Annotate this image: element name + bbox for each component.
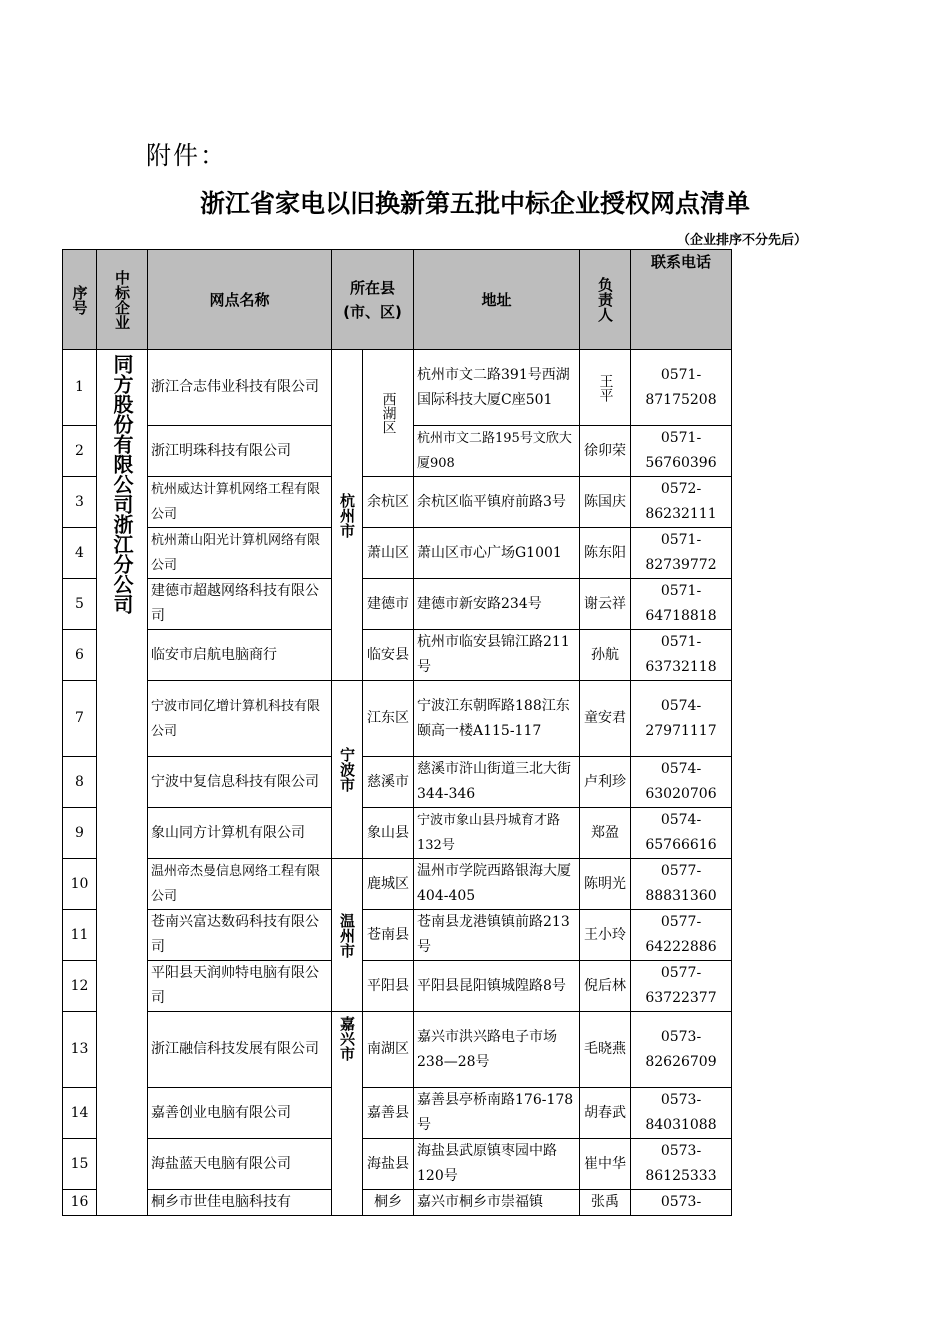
attachment-label: 附件： bbox=[146, 141, 228, 170]
outlet-name-cell: 平阳县天润帅特电脑有限公司 bbox=[148, 961, 332, 1012]
outlet-name-cell: 宁波中复信息科技有限公司 bbox=[148, 757, 332, 808]
address-cell: 嘉善县亭桥南路176-178号 bbox=[414, 1088, 580, 1139]
address-cell: 苍南县龙港镇镇前路213号 bbox=[414, 910, 580, 961]
person-cell: 倪后林 bbox=[580, 961, 631, 1012]
district-cell: 西湖区 bbox=[363, 350, 414, 477]
seq-cell: 10 bbox=[63, 859, 97, 910]
table-row bbox=[63, 961, 732, 1012]
col-header-company: 中标企业 bbox=[97, 250, 148, 350]
person-cell: 崔中华 bbox=[580, 1139, 631, 1190]
seq-cell: 7 bbox=[63, 681, 97, 757]
table-row bbox=[63, 1088, 732, 1139]
seq-cell: 14 bbox=[63, 1088, 97, 1139]
district-cell: 象山县 bbox=[363, 808, 414, 859]
city-cell-jiaxing: 嘉兴市 bbox=[332, 1012, 363, 1216]
person-cell: 毛晓燕 bbox=[580, 1012, 631, 1088]
address-cell: 嘉兴市洪兴路电子市场238—28号 bbox=[414, 1012, 580, 1088]
address-cell: 平阳县昆阳镇城隍路8号 bbox=[414, 961, 580, 1012]
phone-cell: 0573-84031088 bbox=[631, 1088, 732, 1139]
phone-cell: 0571-63732118 bbox=[631, 630, 732, 681]
table-row bbox=[63, 579, 732, 630]
address-cell: 温州市学院西路银海大厦404-405 bbox=[414, 859, 580, 910]
person-cell: 孙航 bbox=[580, 630, 631, 681]
person-cell: 徐卯荣 bbox=[580, 426, 631, 477]
phone-cell: 0573-82626709 bbox=[631, 1012, 732, 1088]
phone-cell: 0574-65766616 bbox=[631, 808, 732, 859]
outlet-name-cell: 浙江明珠科技有限公司 bbox=[148, 426, 332, 477]
person-cell: 王平 bbox=[580, 350, 631, 426]
phone-cell: 0571-87175208 bbox=[631, 350, 732, 426]
person-cell: 王小玲 bbox=[580, 910, 631, 961]
address-cell: 建德市新安路234号 bbox=[414, 579, 580, 630]
phone-cell: 0573- bbox=[631, 1190, 732, 1216]
outlet-name-cell: 温州帝杰曼信息网络工程有限公司 bbox=[148, 859, 332, 910]
person-cell: 郑盈 bbox=[580, 808, 631, 859]
company-cell: 同方股份有限公司浙江分公司 bbox=[97, 350, 148, 1216]
seq-cell: 13 bbox=[63, 1012, 97, 1088]
seq-cell: 15 bbox=[63, 1139, 97, 1190]
person-cell: 张禹 bbox=[580, 1190, 631, 1216]
person-cell: 胡春武 bbox=[580, 1088, 631, 1139]
outlet-name-cell: 宁波市同亿增计算机科技有限公司 bbox=[148, 681, 332, 757]
phone-cell: 0574-63020706 bbox=[631, 757, 732, 808]
seq-cell: 3 bbox=[63, 477, 97, 528]
seq-cell: 1 bbox=[63, 350, 97, 426]
district-cell: 建德市 bbox=[363, 579, 414, 630]
table-row bbox=[63, 681, 732, 757]
address-cell: 余杭区临平镇府前路3号 bbox=[414, 477, 580, 528]
col-header-name: 网点名称 bbox=[148, 250, 332, 350]
address-cell: 杭州市文二路391号西湖国际科技大厦C座501 bbox=[414, 350, 580, 426]
city-cell-wenzhou: 温州市 bbox=[332, 859, 363, 1012]
table-row bbox=[63, 859, 732, 910]
address-cell: 宁波江东朝晖路188江东颐高一楼A115-117 bbox=[414, 681, 580, 757]
person-cell: 童安君 bbox=[580, 681, 631, 757]
address-cell: 萧山区市心广场G1001 bbox=[414, 528, 580, 579]
seq-cell: 5 bbox=[63, 579, 97, 630]
phone-cell: 0571-82739772 bbox=[631, 528, 732, 579]
col-header-phone: 联系电话 bbox=[631, 250, 732, 350]
phone-cell: 0577-88831360 bbox=[631, 859, 732, 910]
seq-cell: 12 bbox=[63, 961, 97, 1012]
address-cell: 慈溪市浒山街道三北大街344-346 bbox=[414, 757, 580, 808]
outlet-name-cell: 杭州威达计算机网络工程有限公司 bbox=[148, 477, 332, 528]
table-row bbox=[63, 350, 732, 426]
phone-cell: 0574-27971117 bbox=[631, 681, 732, 757]
ordering-note: （企业排序不分先后） bbox=[676, 233, 807, 248]
outlet-name-cell: 临安市启航电脑商行 bbox=[148, 630, 332, 681]
outlet-name-cell: 浙江融信科技发展有限公司 bbox=[148, 1012, 332, 1088]
seq-cell: 9 bbox=[63, 808, 97, 859]
district-cell: 海盐县 bbox=[363, 1139, 414, 1190]
table-row bbox=[63, 1139, 732, 1190]
outlet-table bbox=[62, 249, 732, 1216]
col-header-address: 地址 bbox=[414, 250, 580, 350]
phone-cell: 0577-63722377 bbox=[631, 961, 732, 1012]
table-row bbox=[63, 528, 732, 579]
seq-cell: 11 bbox=[63, 910, 97, 961]
person-cell: 谢云祥 bbox=[580, 579, 631, 630]
table-row bbox=[63, 1190, 732, 1216]
seq-cell: 6 bbox=[63, 630, 97, 681]
document-title: 浙江省家电以旧换新第五批中标企业授权网点清单 bbox=[199, 189, 750, 218]
col-header-district: 所在县(市、区) bbox=[332, 250, 414, 350]
city-cell-hangzhou: 杭州市 bbox=[332, 350, 363, 681]
outlet-name-cell: 建德市超越网络科技有限公司 bbox=[148, 579, 332, 630]
outlet-name-cell: 海盐蓝天电脑有限公司 bbox=[148, 1139, 332, 1190]
address-cell: 海盐县武原镇枣园中路120号 bbox=[414, 1139, 580, 1190]
table-row bbox=[63, 477, 732, 528]
phone-cell: 0571-64718818 bbox=[631, 579, 732, 630]
col-header-seq: 序号 bbox=[63, 250, 97, 350]
district-cell: 南湖区 bbox=[363, 1012, 414, 1088]
person-cell: 卢利珍 bbox=[580, 757, 631, 808]
seq-cell: 16 bbox=[63, 1190, 97, 1216]
phone-cell: 0571-56760396 bbox=[631, 426, 732, 477]
outlet-name-cell: 象山同方计算机有限公司 bbox=[148, 808, 332, 859]
outlet-name-cell: 杭州萧山阳光计算机网络有限公司 bbox=[148, 528, 332, 579]
address-cell: 嘉兴市桐乡市崇福镇 bbox=[414, 1190, 580, 1216]
seq-cell: 4 bbox=[63, 528, 97, 579]
district-cell: 临安县 bbox=[363, 630, 414, 681]
district-cell: 余杭区 bbox=[363, 477, 414, 528]
table-row bbox=[63, 808, 732, 859]
seq-cell: 2 bbox=[63, 426, 97, 477]
phone-cell: 0573-86125333 bbox=[631, 1139, 732, 1190]
district-cell: 鹿城区 bbox=[363, 859, 414, 910]
person-cell: 陈东阳 bbox=[580, 528, 631, 579]
district-cell: 桐乡 bbox=[363, 1190, 414, 1216]
seq-cell: 8 bbox=[63, 757, 97, 808]
district-cell: 苍南县 bbox=[363, 910, 414, 961]
address-cell: 杭州市文二路195号文欣大厦908 bbox=[414, 426, 580, 477]
city-cell-ningbo: 宁波市 bbox=[332, 681, 363, 859]
phone-cell: 0577-64222886 bbox=[631, 910, 732, 961]
table-header-row bbox=[63, 250, 732, 350]
outlet-name-cell: 浙江合志伟业科技有限公司 bbox=[148, 350, 332, 426]
outlet-name-cell: 嘉善创业电脑有限公司 bbox=[148, 1088, 332, 1139]
outlet-name-cell: 苍南兴富达数码科技有限公司 bbox=[148, 910, 332, 961]
table-row bbox=[63, 1012, 732, 1088]
outlet-name-cell: 桐乡市世佳电脑科技有 bbox=[148, 1190, 332, 1216]
district-cell: 平阳县 bbox=[363, 961, 414, 1012]
table-row bbox=[63, 910, 732, 961]
district-cell: 嘉善县 bbox=[363, 1088, 414, 1139]
address-cell: 宁波市象山县丹城育才路132号 bbox=[414, 808, 580, 859]
col-header-person: 负责人 bbox=[580, 250, 631, 350]
phone-cell: 0572-86232111 bbox=[631, 477, 732, 528]
district-cell: 慈溪市 bbox=[363, 757, 414, 808]
district-cell: 萧山区 bbox=[363, 528, 414, 579]
table-row bbox=[63, 630, 732, 681]
table-row bbox=[63, 757, 732, 808]
person-cell: 陈明光 bbox=[580, 859, 631, 910]
district-cell: 江东区 bbox=[363, 681, 414, 757]
person-cell: 陈国庆 bbox=[580, 477, 631, 528]
address-cell: 杭州市临安县锦江路211号 bbox=[414, 630, 580, 681]
